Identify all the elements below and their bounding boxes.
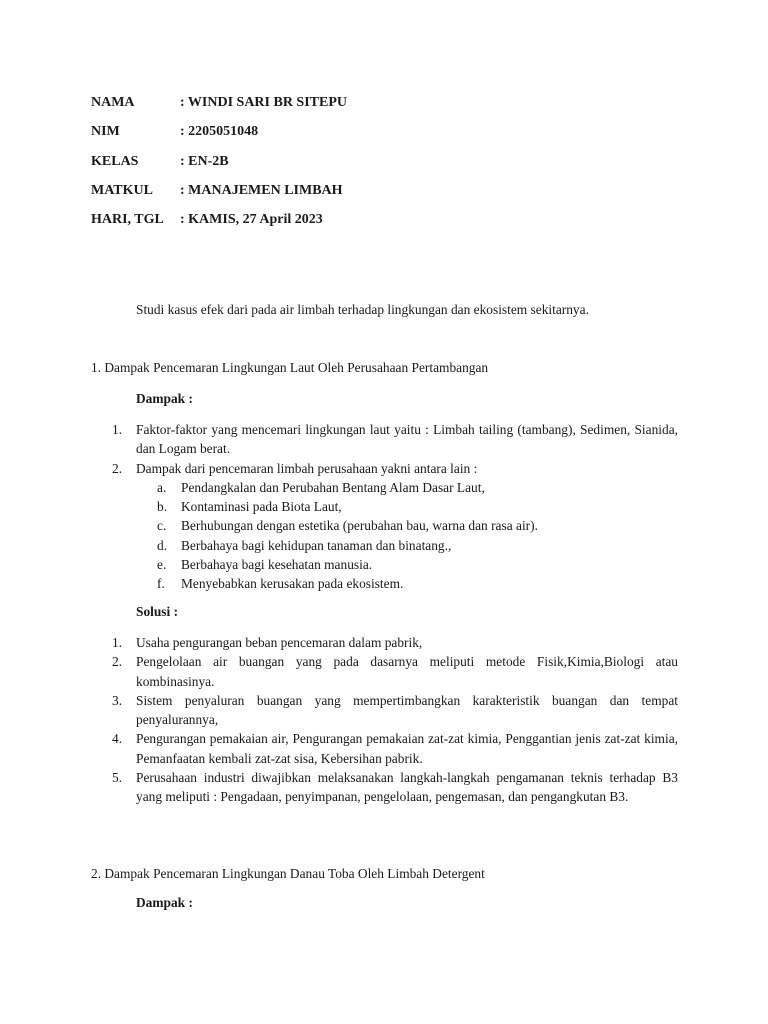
sublist-text: Kontaminasi pada Biota Laut, — [181, 499, 342, 515]
list-item-text: Pengurangan pemakaian air, Pengurangan pemakaian zat-zat kimia, Penggantian jenis zat-zat kimia, Pemanfaatan kembali zat-zat sisa, Kebersihan pabrik. — [136, 731, 678, 766]
sublist-text: Berbahaya bagi kesehatan manusia. — [181, 556, 373, 572]
list-item — [112, 633, 678, 652]
identity-label: NAMA — [91, 95, 135, 110]
list-item — [112, 420, 678, 459]
list-item-number: 2. — [112, 654, 123, 670]
sublist-letter: a. — [157, 479, 167, 495]
identity-row-nim — [91, 122, 347, 151]
list-item-number: 2. — [112, 460, 123, 476]
identity-row-kelas — [91, 152, 347, 181]
sublist-item — [157, 497, 678, 516]
identity-row-matkul — [91, 181, 347, 210]
sublist-item — [157, 536, 678, 555]
identity-label: NIM — [91, 124, 120, 140]
sublist-letter: f. — [157, 575, 165, 591]
sublist-letter: e. — [157, 556, 167, 572]
sublist-letter: c. — [157, 518, 167, 534]
sublist-item — [157, 555, 678, 574]
list-item-text: Dampak dari pencemaran limbah perusahaan yakni antara lain : — [136, 460, 478, 476]
list-item-number: 1. — [112, 422, 123, 437]
list-item-number: 1. — [112, 635, 123, 650]
list-item — [112, 768, 678, 807]
identity-value: : KAMIS, 27 April 2023 — [180, 212, 323, 228]
section-1-title: 1. Dampak Pencemaran Lingkungan Laut Oleh Perusahaan Pertambangan — [91, 360, 489, 375]
sublist-text: Berbahaya bagi kehidupan tanaman dan binatang., — [181, 537, 452, 553]
sublist-letter: d. — [157, 537, 168, 553]
sublist-text: Berhubungan dengan estetika (perubahan bau, warna dan rasa air). — [181, 518, 538, 534]
identity-value: : EN-2B — [180, 153, 229, 169]
identity-block — [91, 93, 347, 239]
list-item-text: Pengelolaan air buangan yang pada dasarnya meliputi metode Fisik,Kimia,Biologi atau kombinasinya. — [136, 654, 678, 689]
list-item — [112, 459, 678, 478]
list-item-text: Sistem penyaluran buangan yang mempertimbangkan karakteristik buangan dan tempat penyalurannya, — [136, 692, 678, 728]
dampak-list — [112, 420, 678, 593]
identity-label: HARI, TGL — [91, 212, 164, 228]
identity-label: KELAS — [91, 153, 139, 169]
identity-value: : MANAJEMEN LIMBAH — [180, 182, 343, 198]
sublist-letter: b. — [157, 499, 168, 515]
list-item-number: 3. — [112, 692, 123, 708]
sublist-item — [157, 478, 678, 497]
list-item-text: Perusahaan industri diwajibkan melaksanakan langkah-langkah pengamanan teknis terhadap B3 yang meliputi : Pengadaan, penyimpanan, pengelolaan, pengemasan, dan pengangkutan B3. — [136, 770, 678, 805]
identity-value: : 2205051048 — [180, 124, 259, 140]
list-item-text: Usaha pengurangan beban pencemaran dalam pabrik, — [136, 635, 423, 650]
section-1-solusi-heading: Solusi : — [136, 604, 179, 619]
list-item-text: Faktor-faktor yang mencemari lingkungan laut yaitu : Limbah tailing (tambang), Sedimen, Sianida, dan Logam berat. — [136, 422, 678, 457]
solusi-list — [112, 633, 678, 807]
list-item — [112, 652, 678, 691]
identity-row-date — [91, 210, 347, 239]
dampak-sublist — [112, 478, 678, 593]
sublist-text: Pendangkalan dan Perubahan Bentang Alam Dasar Laut, — [181, 479, 485, 495]
section-2-title: 2. Dampak Pencemaran Lingkungan Danau Toba Oleh Limbah Detergent — [91, 866, 485, 881]
sublist-text: Menyebabkan kerusakan pada ekosistem. — [181, 575, 404, 591]
sublist-item — [157, 516, 678, 535]
identity-label: MATKUL — [91, 182, 153, 198]
intro-paragraph: Studi kasus efek dari pada air limbah terhadap lingkungan dan ekosistem sekitarnya. — [136, 302, 589, 317]
identity-value: : WINDI SARI BR SITEPU — [180, 95, 348, 110]
list-item-number: 4. — [112, 731, 123, 747]
sublist-item — [157, 574, 678, 593]
list-item — [112, 691, 678, 730]
identity-row-nama — [91, 93, 347, 122]
section-2-dampak-heading: Dampak : — [136, 895, 193, 910]
list-item — [112, 729, 678, 768]
section-1-dampak-heading: Dampak : — [136, 391, 193, 406]
list-item-number: 5. — [112, 770, 123, 786]
